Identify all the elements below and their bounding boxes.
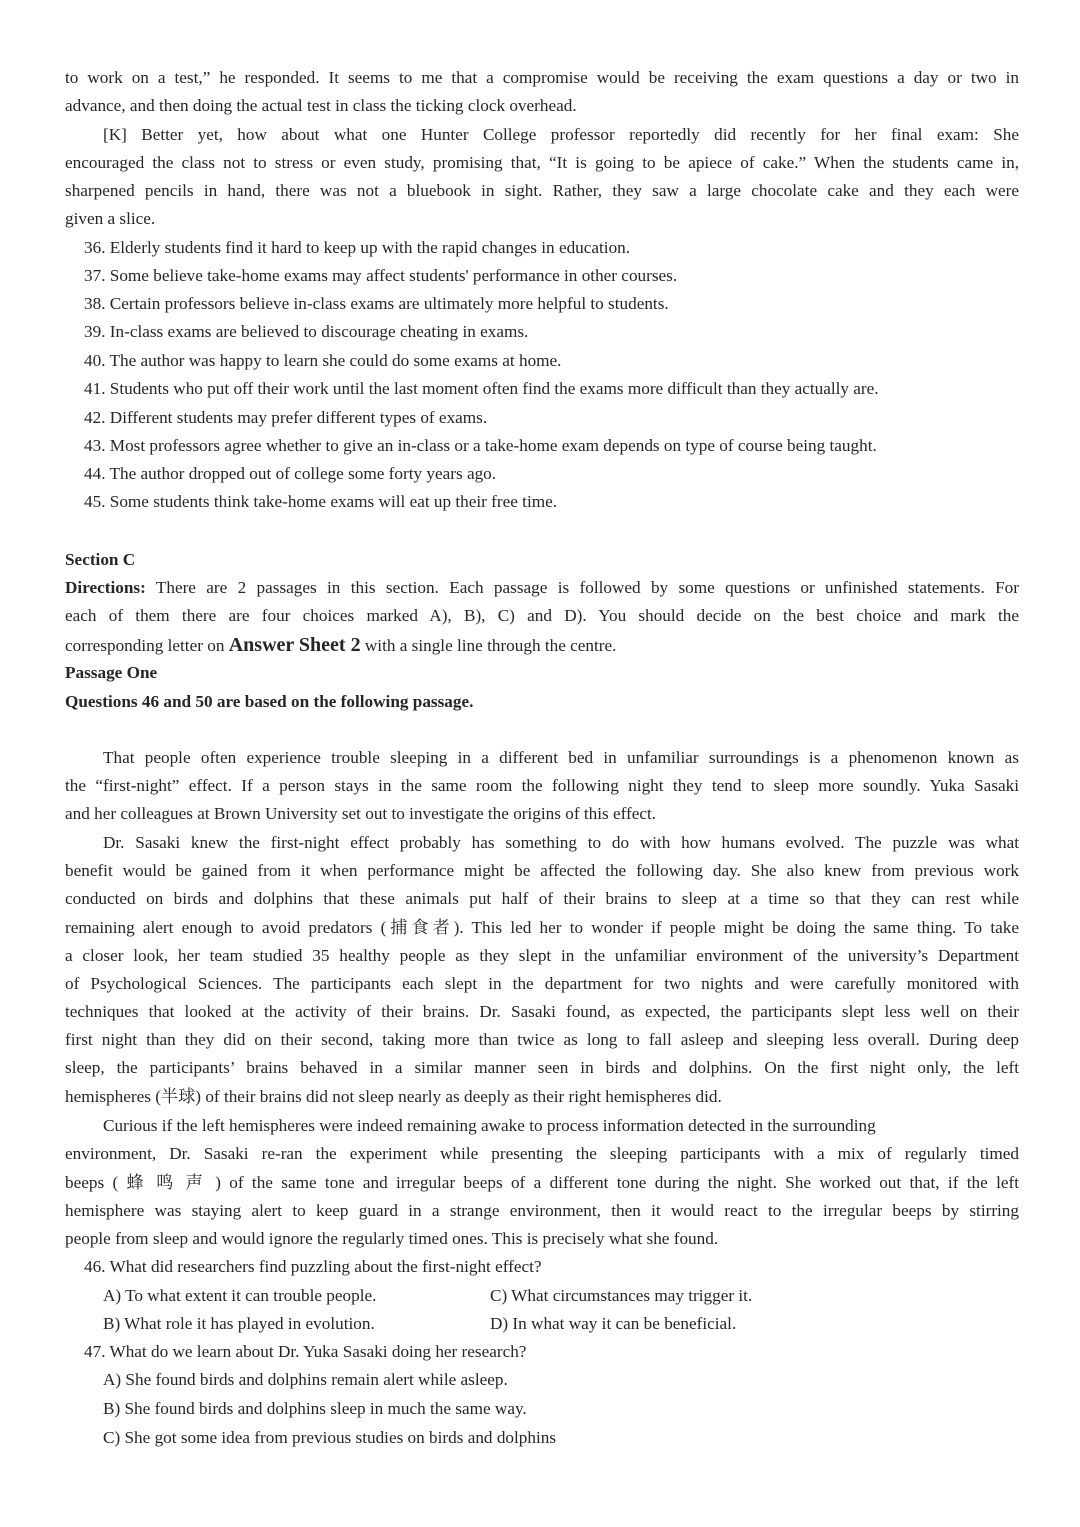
directions-text-1: There are 2 passages in this section. Each passage is followed by some questions or unfinished statements. For — [145, 578, 1019, 597]
p2-line-3: conducted on birds and dolphins that these animals put half of their brains to sleep at a time so that they can rest while — [65, 889, 1019, 908]
question-46-row-1 — [103, 1282, 903, 1310]
p3-line-1: Curious if the left hemispheres were indeed remaining awake to process information detected in the surrounding — [103, 1116, 876, 1135]
p3-line-3: beeps ( 蜂 鸣 声 ) of the same tone and irregular beeps of a different tone during the night. She worked out that, if the left — [65, 1173, 1019, 1192]
p2-line-6: of Psychological Sciences. The participants each slept in the department for two nights and were carefully monitored with — [65, 974, 1019, 993]
section-c-heading: Section C — [65, 550, 136, 569]
statement-37: 37. Some believe take-home exams may affect students' performance in other courses. — [84, 266, 678, 285]
paragraph-k-line-1: [K] Better yet, how about what one Hunter College professor reportedly did recently for her final exam: She — [103, 125, 1019, 144]
directions-line-3 — [65, 631, 616, 659]
statement-36: 36. Elderly students find it hard to keep up with the rapid changes in education. — [84, 238, 631, 257]
directions-text-3-pre: corresponding letter on — [65, 636, 229, 655]
p1-line-3: and her colleagues at Brown University set out to investigate the origins of this effect. — [65, 804, 657, 823]
question-46-stem: 46. What did researchers find puzzling about the first-night effect? — [84, 1257, 542, 1276]
q47-option-c[interactable]: C) She got some idea from previous studies on birds and dolphins — [103, 1428, 557, 1447]
p2-line-4: remaining alert enough to avoid predators (捕食者). This led her to wonder if people might be doing the same thing. To take — [65, 918, 1019, 937]
paragraph-k-line-2: encouraged the class not to stress or even study, promising that, “It is going to be apiece of cake.” When the students came in, — [65, 153, 1019, 172]
p2-line-2: benefit would be gained from it when performance might be affected the following day. She also knew from previous work — [65, 861, 1019, 880]
statement-42: 42. Different students may prefer different types of exams. — [84, 408, 488, 427]
passage-note: Questions 46 and 50 are based on the following passage. — [65, 692, 474, 711]
answer-sheet-label: Answer Sheet 2 — [228, 634, 361, 656]
q47-option-b[interactable]: B) She found birds and dolphins sleep in much the same way. — [103, 1399, 527, 1418]
statement-43: 43. Most professors agree whether to give an in-class or a take-home exam depends on type of course being taught. — [84, 436, 877, 455]
q46-option-d[interactable]: D) In what way it can be beneficial. — [490, 1314, 737, 1333]
p2-line-5: a closer look, her team studied 35 healthy people as they slept in the unfamiliar environment of the university’s Department — [65, 946, 1019, 965]
statement-40: 40. The author was happy to learn she could do some exams at home. — [84, 351, 562, 370]
passage-title: Passage One — [65, 663, 158, 682]
p2-line-8: first night than they did on their second, taking more than twice as long to fall asleep and sleeping less overall. During deep — [65, 1030, 1019, 1049]
q46-option-a[interactable]: A) To what extent it can trouble people. — [103, 1286, 377, 1305]
q46-option-b[interactable]: B) What role it has played in evolution. — [103, 1314, 375, 1333]
directions-line-2: each of them there are four choices marked A), B), C) and D). You should decide on the best choice and mark the — [65, 606, 1019, 625]
question-47-stem: 47. What do we learn about Dr. Yuka Sasaki doing her research? — [84, 1342, 527, 1361]
p3-line-5: people from sleep and would ignore the regularly timed ones. This is precisely what she found. — [65, 1229, 719, 1248]
p2-line-9: sleep, the participants’ brains behaved in a similar manner seen in birds and dolphins. On the first night only, the left — [65, 1058, 1019, 1077]
question-46-row-2 — [103, 1310, 903, 1338]
paragraph-k-line-4: given a slice. — [65, 209, 156, 228]
directions-label: Directions: — [65, 578, 146, 597]
p3-line-2: environment, Dr. Sasaki re-ran the experiment while presenting the sleeping participants with a mix of regularly timed — [65, 1144, 1019, 1163]
statement-45: 45. Some students think take-home exams will eat up their free time. — [84, 492, 558, 511]
statement-39: 39. In-class exams are believed to discourage cheating in exams. — [84, 322, 529, 341]
statement-41: 41. Students who put off their work until the last moment often find the exams more difficult than they actually are. — [84, 379, 879, 398]
p1-line-2: the “first-night” effect. If a person stays in the same room the following night they tend to sleep more soundly. Yuka Sasaki — [65, 776, 1019, 795]
p2-line-1: Dr. Sasaki knew the first-night effect probably has something to do with how humans evolved. The puzzle was what — [103, 833, 1019, 852]
paragraph-k-line-3: sharpened pencils in hand, there was not a bluebook in sight. Rather, they saw a large chocolate cake and they each were — [65, 181, 1019, 200]
directions-line-1 — [65, 574, 1019, 602]
p2-line-7: techniques that looked at the activity of their brains. Dr. Sasaki found, as expected, the participants slept less well on their — [65, 1002, 1019, 1021]
intro-line-2: advance, and then doing the actual test in class the ticking clock overhead. — [65, 96, 577, 115]
p1-line-1: That people often experience trouble sleeping in a different bed in unfamiliar surroundings is a phenomenon known as — [103, 748, 1019, 767]
directions-text-3-post: with a single line through the centre. — [360, 636, 617, 655]
intro-line-1: to work on a test,” he responded. It seems to me that a compromise would be receiving the exam questions a day or two in — [65, 68, 1019, 87]
p2-line-10: hemispheres (半球) of their brains did not sleep nearly as deeply as their right hemispheres did. — [65, 1087, 722, 1106]
p3-line-4: hemisphere was staying alert to keep guard in a strange environment, then it would react to the irregular beeps by stirring — [65, 1201, 1019, 1220]
statement-38: 38. Certain professors believe in-class exams are ultimately more helpful to students. — [84, 294, 669, 313]
statement-44: 44. The author dropped out of college some forty years ago. — [84, 464, 497, 483]
q46-option-c[interactable]: C) What circumstances may trigger it. — [490, 1286, 753, 1305]
q47-option-a[interactable]: A) She found birds and dolphins remain alert while asleep. — [103, 1370, 508, 1389]
